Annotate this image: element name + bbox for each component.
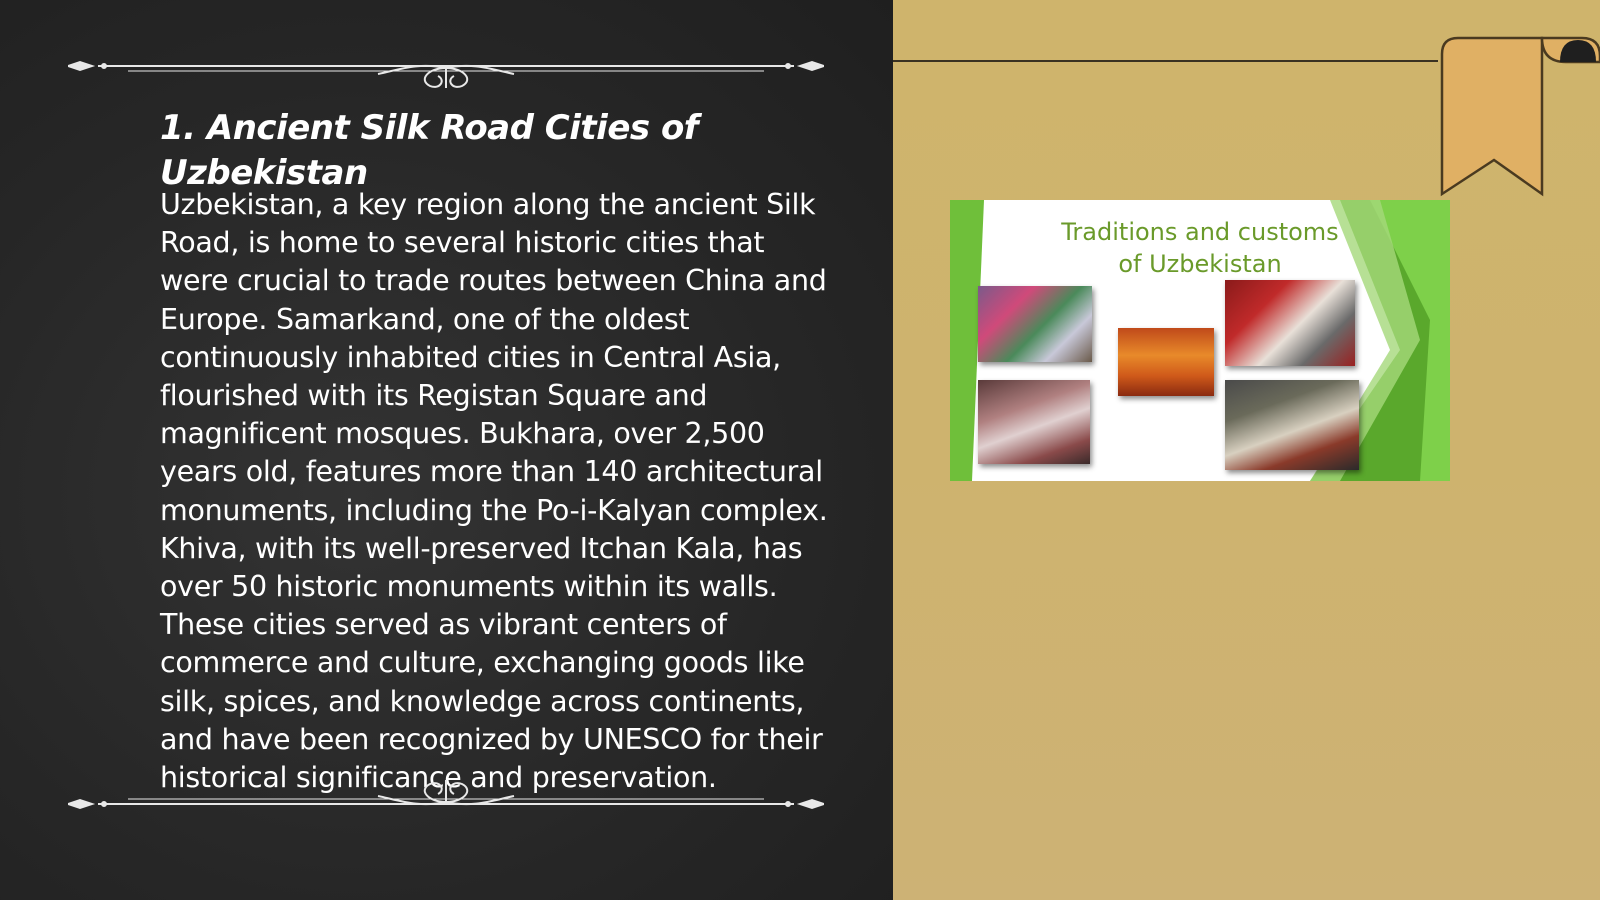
slide-title: 1. Ancient Silk Road Cities of Uzbekistan: [160, 108, 699, 193]
traditions-image: [950, 200, 1450, 481]
photo-wedding-ceremony: [978, 286, 1092, 362]
photo-cooking-pot: [1225, 380, 1359, 470]
bottom-ornament-divider-icon: [68, 770, 824, 820]
photo-bride-veil: [978, 380, 1090, 464]
image-title-line-1: Traditions and customs: [1061, 218, 1339, 246]
image-title-line-2: of Uzbekistan: [1118, 250, 1282, 278]
bookmark-ribbon-icon: [1432, 36, 1600, 201]
photo-ornate-chest: [1118, 328, 1214, 396]
photo-textiles-display: [1225, 280, 1355, 366]
header-rule: [893, 60, 1438, 62]
top-ornament-divider-icon: [68, 40, 824, 90]
slide-body-text: Uzbekistan, a key region along the ancient Silk Road, is home to several historic cities that were crucial to trade routes between China and Europe. Samarkand, one of the oldest continuously inhabited cities in Central Asia, flourished with its Registan Square and magnificent mosques. Bukhara, over 2,500 years old, features more than 140 architectural monuments, including the Po-i-Kalyan complex. Khiva, with its well-preserved Itchan Kala, has over 50 historic monuments within its walls. These cities served as vibrant centers of commerce and culture, exchanging goods like silk, spices, and knowledge across continents, and have been recognized by UNESCO for their historical significance and preservation.: [160, 188, 828, 795]
